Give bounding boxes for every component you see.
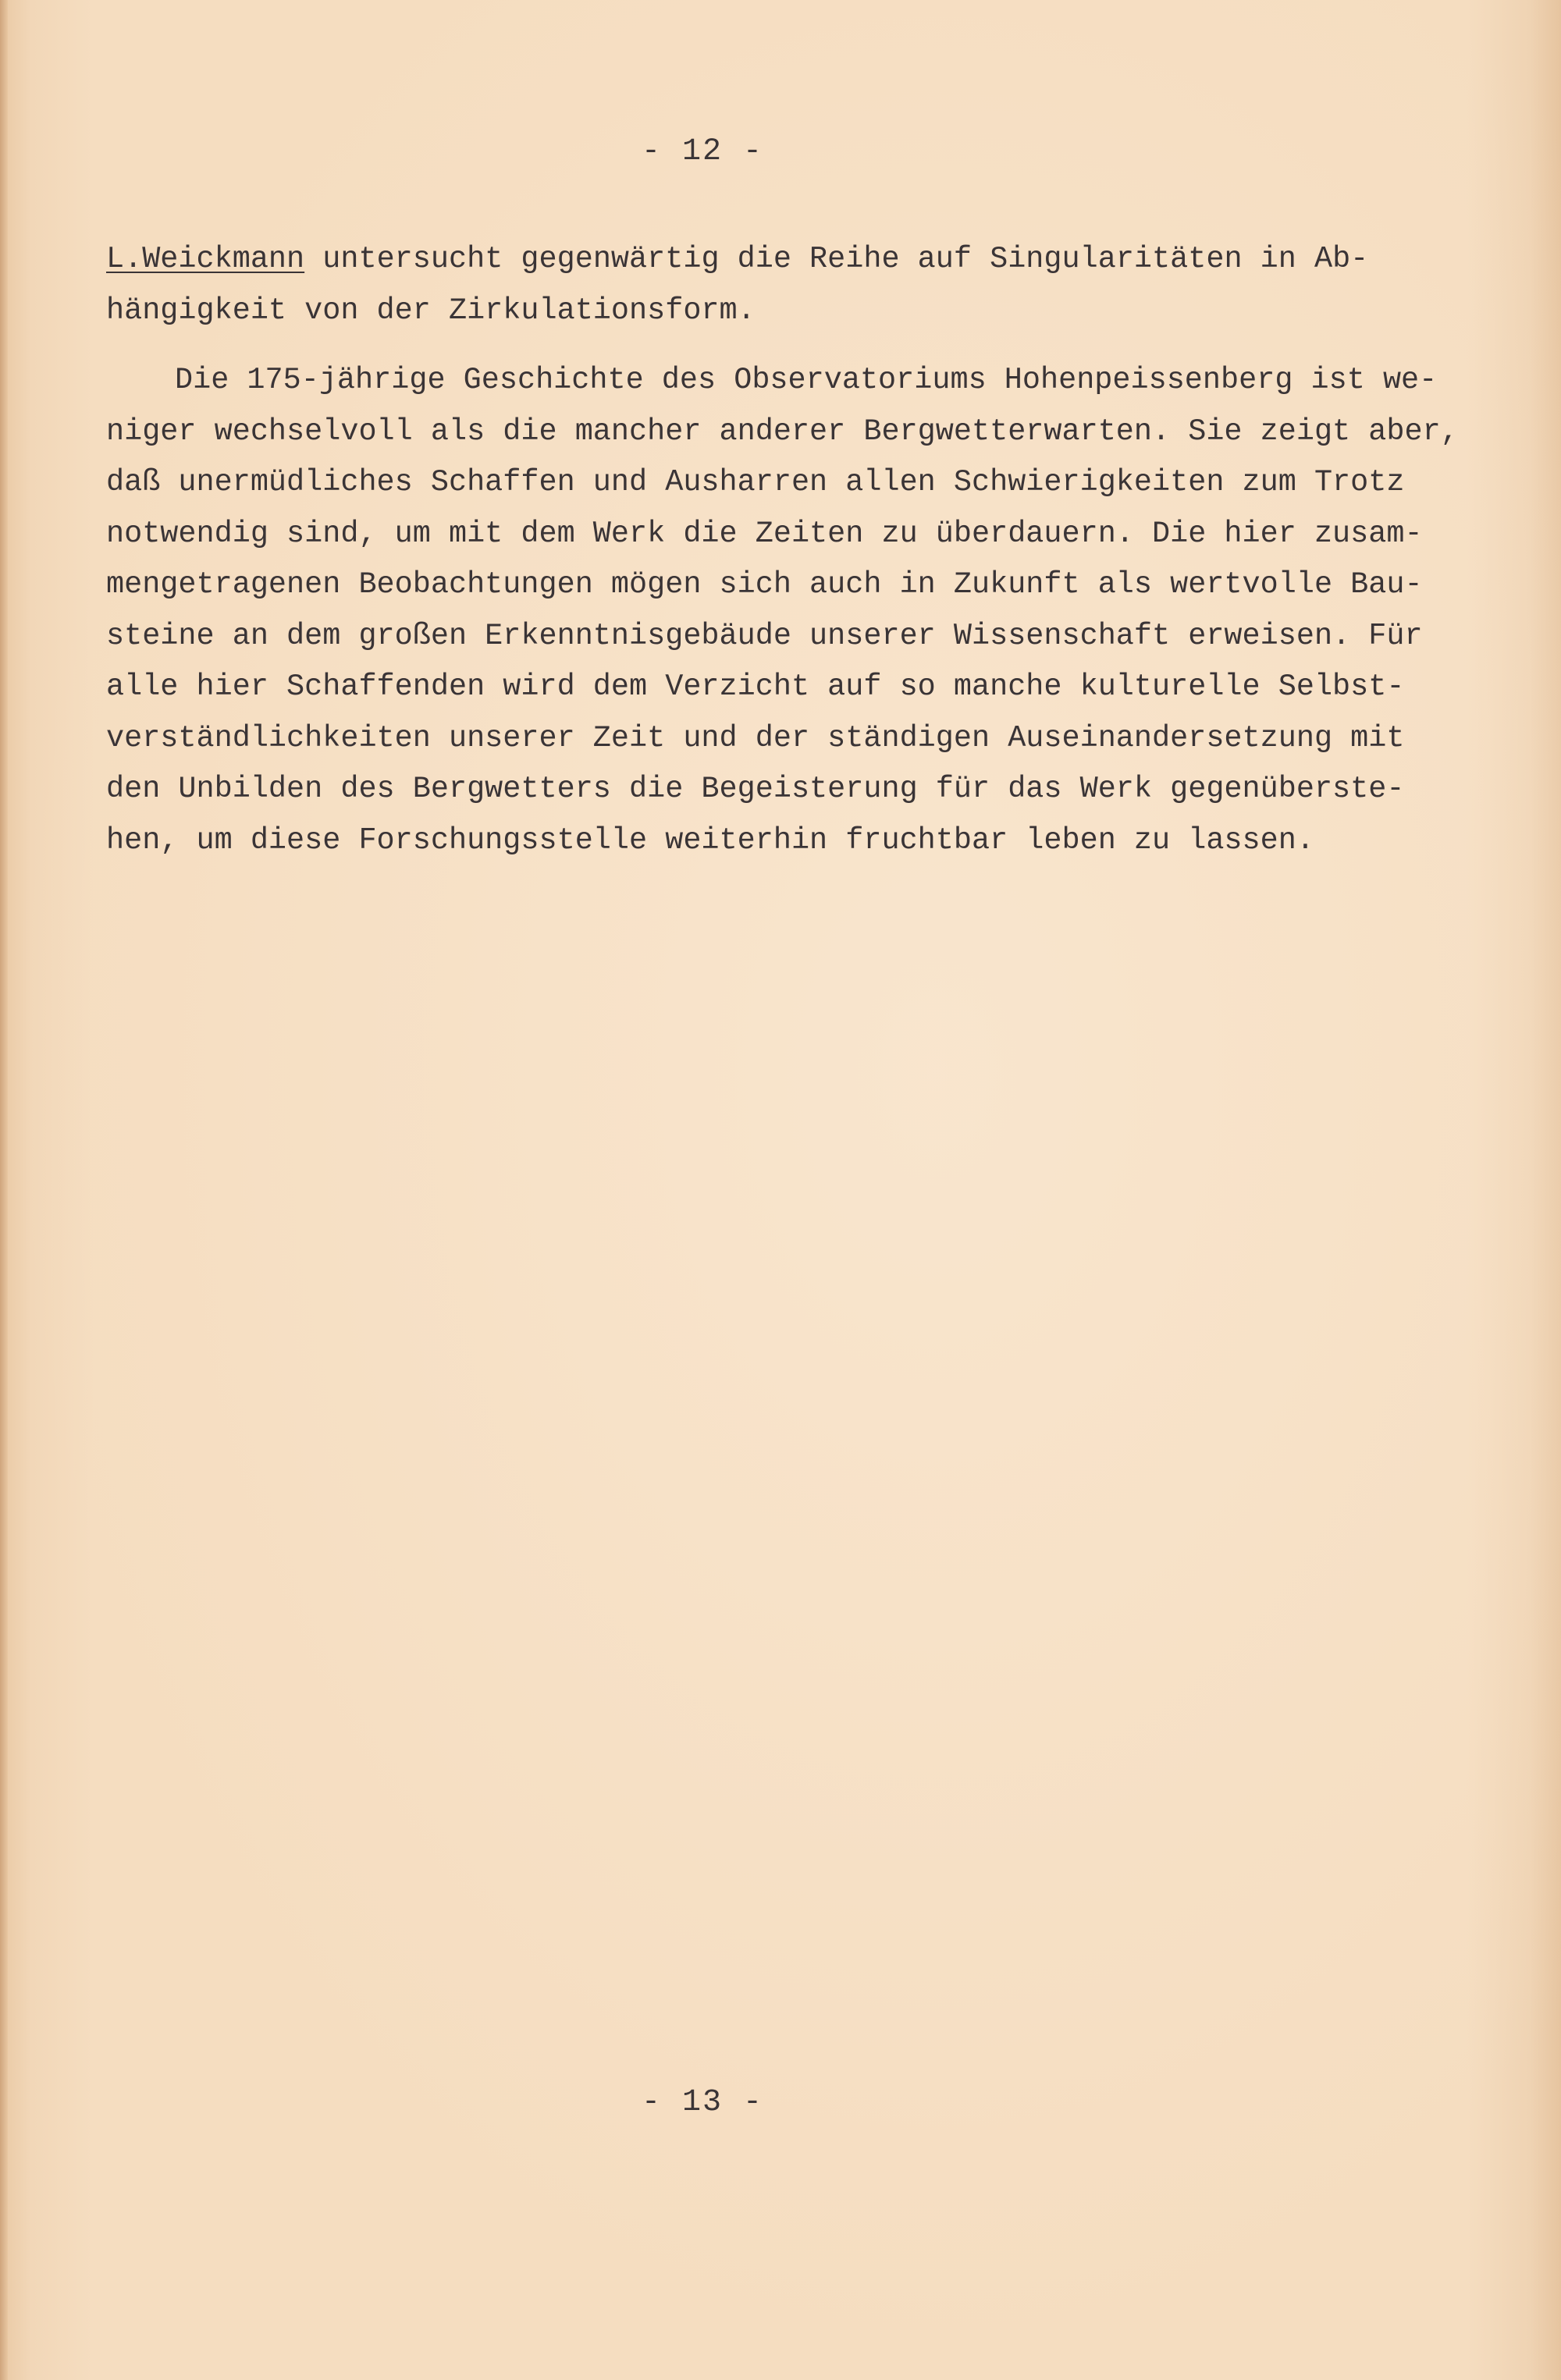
page-edge	[0, 0, 8, 2380]
page-number-bottom: - 13 -	[641, 2085, 764, 2120]
page-number-top: - 12 -	[641, 134, 764, 169]
paragraph-1-line-1-rest: untersucht gegenwärtig die Reihe auf Singularitäten in Ab-	[304, 242, 1369, 276]
paragraph-2-line-8: verständlichkeiten unserer Zeit und der ständigen Auseinandersetzung mit	[106, 720, 1405, 755]
paragraph-1	[106, 234, 1433, 336]
paragraph-2-line-2: niger wechselvoll als die mancher anderer Bergwetterwarten. Sie zeigt aber,	[106, 414, 1459, 449]
paragraph-2-line-5: mengetragenen Beobachtungen mögen sich auch in Zukunft als wertvolle Bau-	[106, 567, 1423, 602]
paragraph-2	[106, 355, 1459, 866]
paragraph-2-line-1: Die 175-jährige Geschichte des Observatoriums Hohenpeissenberg ist we-	[175, 363, 1438, 397]
document-body	[106, 234, 1459, 866]
paragraph-2-line-9: den Unbilden des Bergwetters die Begeisterung für das Werk gegenüberste-	[106, 772, 1405, 806]
author-name-underlined: L.Weickmann	[106, 242, 305, 276]
paragraph-2-line-10: hen, um diese Forschungsstelle weiterhin fruchtbar leben zu lassen.	[106, 822, 1314, 858]
paragraph-1-line-1	[106, 234, 1433, 286]
paragraph-2-line-7: alle hier Schaffenden wird dem Verzicht auf so manche kulturelle Selbst-	[106, 670, 1405, 704]
paragraph-1-line-2: hängigkeit von der Zirkulationsform.	[106, 293, 756, 328]
paragraph-2-line-6: steine an dem großen Erkenntnisgebäude unserer Wissenschaft erweisen. Für	[106, 618, 1423, 653]
paragraph-2-line-4: notwendig sind, um mit dem Werk die Zeiten zu überdauern. Die hier zusam-	[106, 516, 1423, 551]
paragraph-gap	[106, 336, 1433, 355]
paragraph-2-line-3: daß unermüdliches Schaffen und Ausharren allen Schwierigkeiten zum Trotz	[106, 465, 1405, 499]
